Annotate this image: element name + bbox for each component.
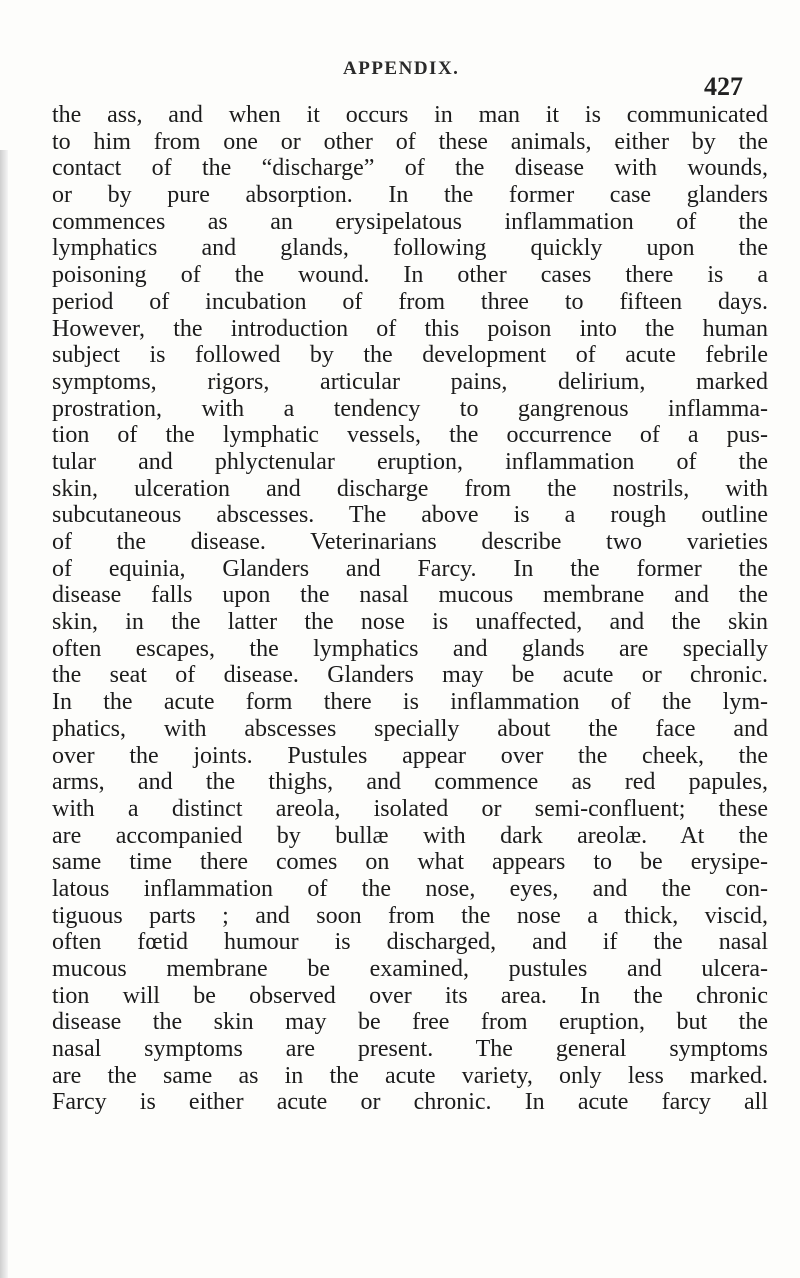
text-line: prostration, with a tendency to gangrenous inflamma- — [52, 395, 768, 422]
text-line: latous inflammation of the nose, eyes, and the con- — [52, 875, 768, 902]
text-line: are accompanied by bullæ with dark areolæ. At the — [52, 822, 768, 849]
text-line: In the acute form there is inflammation of the lym- — [52, 689, 768, 716]
text-line: mucous membrane be examined, pustules and ulcera- — [52, 956, 768, 982]
text-line: skin, in the latter the nose is unaffected, and the skin — [52, 609, 768, 636]
text-line: often fœtid humour is discharged, and if the nasal — [52, 929, 768, 956]
text-line: Farcy is either acute or chronic. In acute farcy all — [52, 1089, 768, 1116]
text-line: tion will be observed over its area. In the chronic — [52, 982, 768, 1009]
text-line: skin, ulceration and discharge from the nostrils, with — [52, 475, 768, 502]
text-line: nasal symptoms are present. The general symptoms — [52, 1036, 768, 1063]
text-line: of the disease. Veterinarians describe two varieties — [52, 529, 768, 555]
text-line: contact of the “discharge” of the disease with wounds, — [52, 155, 768, 182]
text-line: However, the introduction of this poison into the human — [52, 315, 768, 342]
text-line: period of incubation of from three to fifteen days. — [52, 288, 768, 315]
text-line: lymphatics and glands, following quickly upon the — [52, 235, 768, 262]
text-line: phatics, with abscesses specially about the face and — [52, 715, 768, 742]
text-line: subcutaneous abscesses. The above is a rough outline — [52, 502, 768, 529]
body-text — [52, 102, 768, 1116]
text-line: symptoms, rigors, articular pains, delirium, marked — [52, 368, 768, 395]
text-line: or by pure absorption. In the former case glanders — [52, 182, 768, 209]
text-line: arms, and the thighs, and commence as red papules, — [52, 769, 768, 796]
text-line: tion of the lymphatic vessels, the occurrence of a pus- — [52, 422, 768, 449]
text-line: are the same as in the acute variety, only less marked. — [52, 1062, 768, 1089]
text-line: disease falls upon the nasal mucous membrane and the — [52, 582, 768, 609]
page-number: 427 — [704, 72, 743, 101]
page-edge-shadow — [0, 150, 8, 1278]
text-line: to him from one or other of these animals, either by the — [52, 128, 768, 155]
text-line: same time there comes on what appears to be erysipe- — [52, 849, 768, 876]
running-head: APPENDIX. — [343, 58, 460, 79]
text-line: with a distinct areola, isolated or semi-confluent; these — [52, 795, 768, 822]
text-line: tular and phlyctenular eruption, inflammation of the — [52, 448, 768, 475]
text-line: poisoning of the wound. In other cases there is a — [52, 262, 768, 289]
text-line: commences as an erysipelatous inflammation of the — [52, 208, 768, 235]
text-line: over the joints. Pustules appear over the cheek, the — [52, 742, 768, 769]
text-line: the seat of disease. Glanders may be acute or chronic. — [52, 662, 768, 689]
text-line: of equinia, Glanders and Farcy. In the former the — [52, 555, 768, 582]
text-line: tiguous parts ; and soon from the nose a thick, viscid, — [52, 902, 768, 929]
text-line: often escapes, the lymphatics and glands are specially — [52, 635, 768, 662]
text-line: the ass, and when it occurs in man it is communicated — [52, 102, 768, 128]
page-header — [0, 58, 800, 101]
text-line: subject is followed by the development of acute febrile — [52, 342, 768, 369]
text-line: disease the skin may be free from eruption, but the — [52, 1009, 768, 1036]
